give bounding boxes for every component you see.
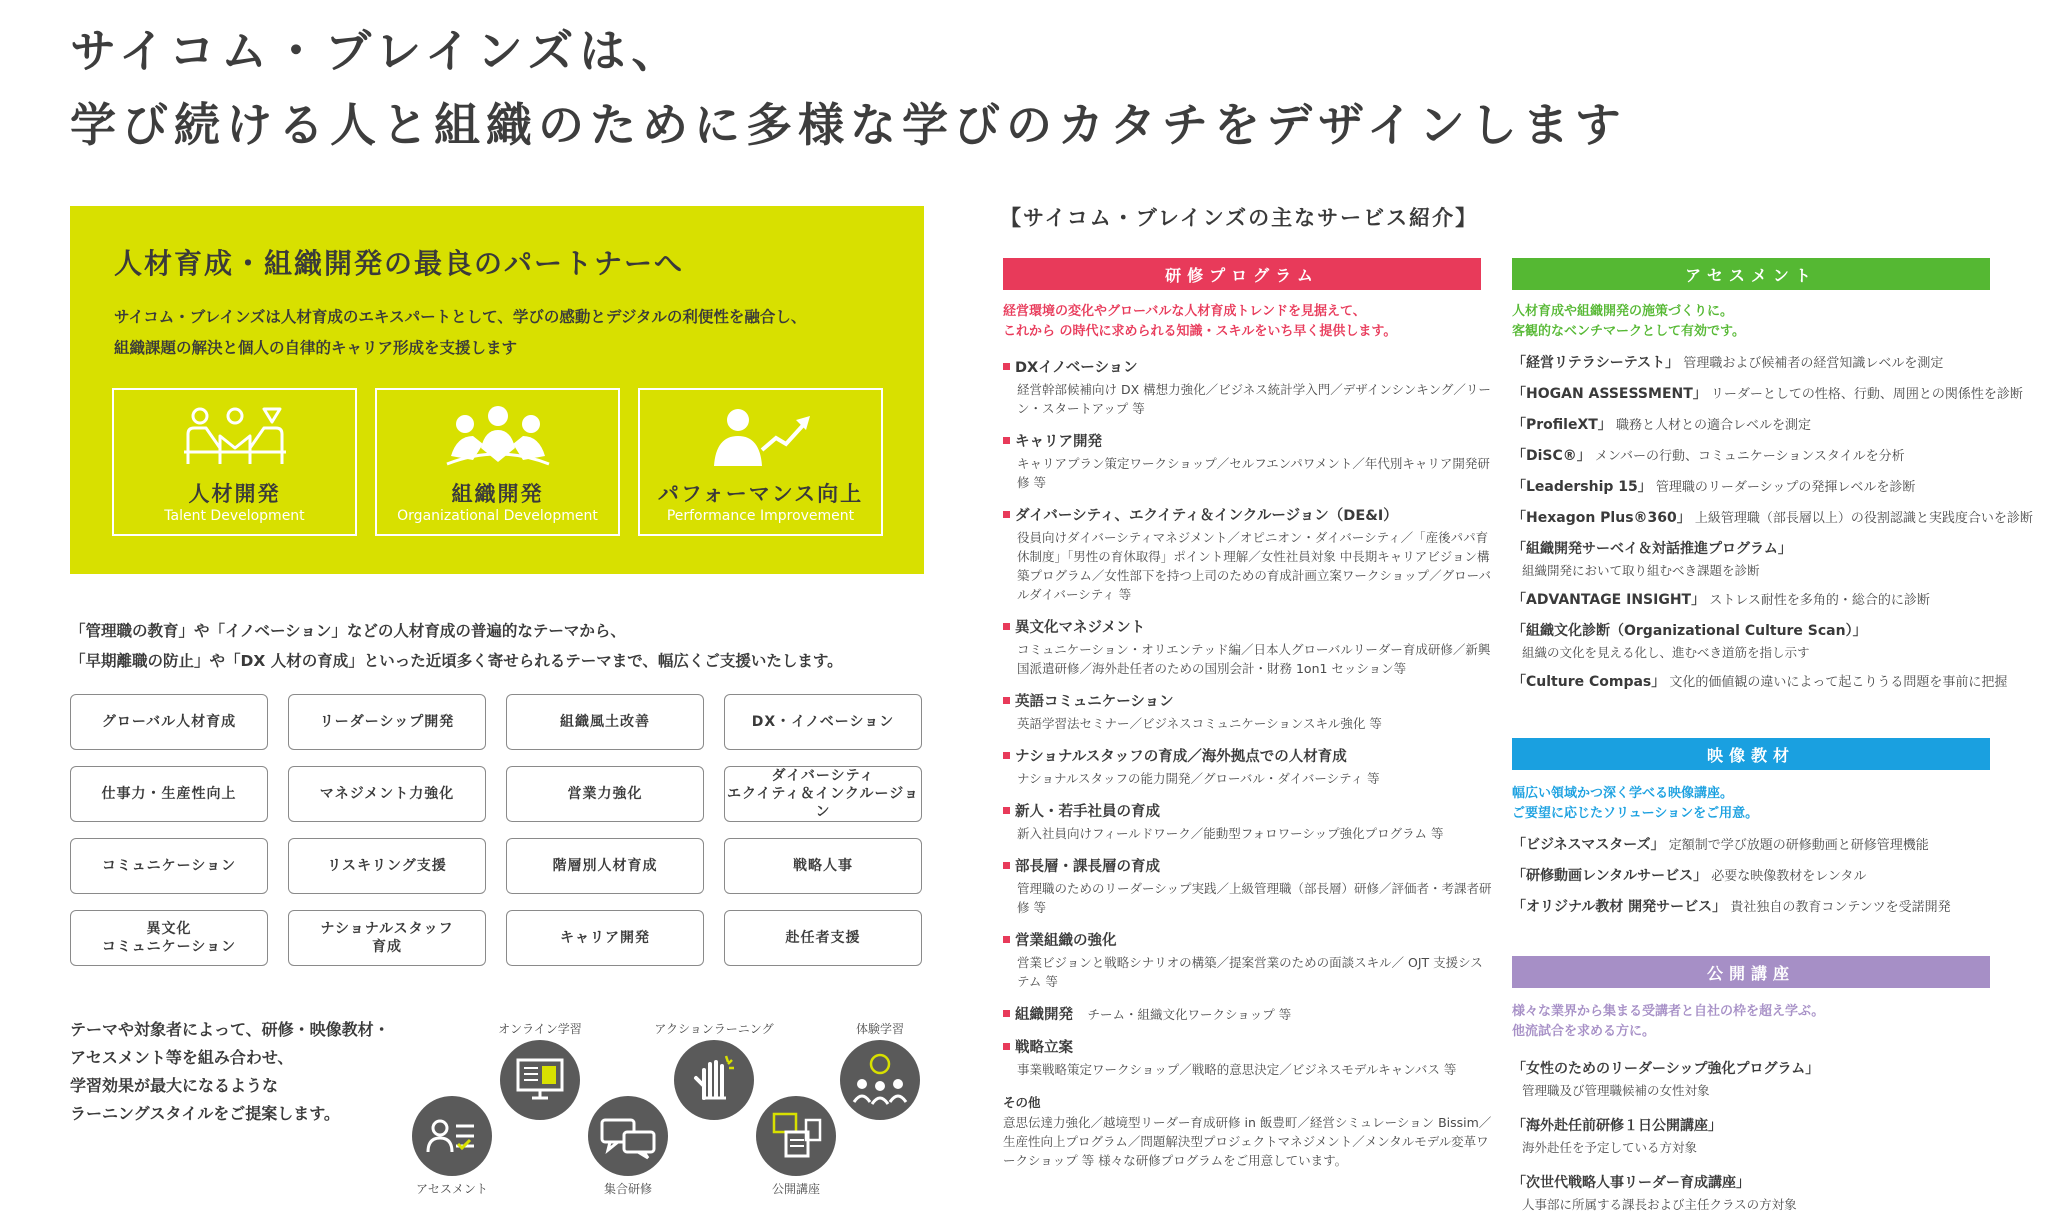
assessment-circle: [412, 1096, 492, 1176]
lime-body-line2: 組織課題の解決と個人の自律的キャリア形成を支援します: [114, 339, 518, 357]
program-desc: ナショナルスタッフの能力開発／グローバル・ダイバーシティ 等: [1017, 771, 1380, 786]
raised-hand-icon: [674, 1040, 754, 1120]
assessment-desc: 管理職のリーダーシップの発揮レベルを診断: [1655, 480, 1916, 495]
program-title: ダイバーシティ、エクイティ＆インクルージョン（DE&I）: [1015, 508, 1398, 524]
training-column: [1003, 302, 1493, 1170]
group-training-label: 集合研修: [603, 1182, 652, 1196]
theme-tag[interactable]: 異文化 コミュニケーション: [70, 910, 268, 966]
assessment-item: [1512, 478, 1992, 497]
card-talent-development: [112, 388, 357, 536]
card-jp: パフォーマンス向上: [657, 482, 864, 506]
program-item: [1003, 1036, 1493, 1079]
theme-tag[interactable]: ダイバーシティ エクイティ＆インクルージョン: [724, 766, 922, 822]
assessment-name[interactable]: 「Culture Compas」: [1512, 674, 1666, 690]
program-title: 戦略立案: [1015, 1040, 1073, 1056]
video-lead-line1: 幅広い領域かつ深く学べる映像講座。: [1512, 786, 1734, 801]
lime-panel-body: [114, 302, 904, 364]
card-performance-improvement: [638, 388, 883, 536]
theme-grid: [70, 694, 922, 966]
assessment-name[interactable]: 「Leadership 15」: [1512, 479, 1652, 495]
theme-tag[interactable]: マネジメント力強化: [288, 766, 486, 822]
assessment-item: [1512, 673, 2008, 692]
assessment-item: [1512, 591, 1992, 610]
program-item: [1003, 430, 1493, 492]
video-header: 映像教材: [1512, 738, 1990, 770]
theme-tag[interactable]: リーダーシップ開発: [288, 694, 486, 750]
theme-tag[interactable]: DX・イノベーション: [724, 694, 922, 750]
video-name[interactable]: 「ビジネスマスターズ」: [1512, 837, 1665, 853]
assessment-column: [1512, 302, 2033, 692]
bullet-square-icon: [1003, 862, 1010, 869]
program-desc: 英語学習法セミナー／ビジネスコミュニケーションスキル強化 等: [1017, 716, 1382, 731]
card-en: Performance Improvement: [666, 508, 855, 524]
program-item: [1003, 855, 1493, 917]
program-title: DXイノベーション: [1015, 360, 1138, 376]
assessment-lead: [1512, 302, 1992, 342]
theme-tag[interactable]: コミュニケーション: [70, 838, 268, 894]
assessment-item: [1512, 509, 2033, 528]
program-desc: コミュニケーション・オリエンテッド編／日本人グローバルリーダー育成研修／新興国派遣研修／海外赴任者のための国別会計・財務 1on1 セッション等: [1017, 642, 1491, 676]
headline: [70, 14, 1630, 162]
training-lead-line2: これから の時代に求められる知識・スキルをいち早く提供します。: [1003, 324, 1397, 339]
program-item: [1003, 616, 1493, 678]
program-desc: 管理職のためのリーダーシップ実践／上級管理職（部長層）研修／評価者・考課者研修 等: [1017, 881, 1492, 915]
program-desc: チーム・組織文化ワークショップ 等: [1087, 1007, 1292, 1022]
public-course-desc: 海外赴任を予定している方対象: [1522, 1140, 1698, 1155]
team-people-icon: [180, 404, 290, 474]
program-desc: 事業戦略策定ワークショップ／戦略的意思決定／ビジネスモデルキャンバス 等: [1017, 1062, 1457, 1077]
theme-tag[interactable]: 営業力強化: [506, 766, 704, 822]
assessment-name[interactable]: 「組織文化診断（Organizational Culture Scan）」: [1512, 623, 1867, 639]
theme-tag[interactable]: 赴任者支援: [724, 910, 922, 966]
headline-line1: サイコム・ブレインズは、: [70, 24, 684, 78]
assessment-desc: 文化的価値観の違いによって起こりうる問題を事前に把握: [1669, 675, 2008, 690]
themes-intro-line2: 「早期離職の防止」や「DX 人材の育成」といった近頃多く寄せられるテーマまで、幅広くご支援いたします。: [70, 652, 843, 670]
assessment-label: アセスメント: [416, 1182, 488, 1196]
card-jp: 人材開発: [188, 482, 281, 506]
assessment-desc: 上級管理職（部長層以上）の役割認識と実践度合いを診断: [1694, 511, 2033, 526]
program-item: [1003, 356, 1493, 418]
other-title: その他: [1003, 1095, 1041, 1110]
assessment-name[interactable]: 「Hexagon Plus®360」: [1512, 510, 1691, 526]
person-checklist-icon: [412, 1096, 492, 1176]
public-course-name[interactable]: 「海外赴任前研修１日公開講座」: [1512, 1118, 1722, 1134]
suggest-line4: ラーニングスタイルをご提案します。: [70, 1104, 340, 1123]
video-item: [1512, 836, 1992, 855]
public-lead: [1512, 1002, 1992, 1042]
program-title: 部長層・課長層の育成: [1015, 859, 1160, 875]
program-item: [1003, 504, 1493, 604]
bullet-square-icon: [1003, 363, 1010, 370]
group-connection-icon: [443, 404, 553, 474]
bullet-square-icon: [1003, 697, 1010, 704]
speech-bubbles-icon: [588, 1096, 668, 1176]
theme-tag[interactable]: 階層別人材育成: [506, 838, 704, 894]
bullet-square-icon: [1003, 437, 1010, 444]
card-organizational-development: [375, 388, 620, 536]
headline-line2: 学び続ける人と組織のために多様な学びのカタチをデザインします: [70, 98, 1627, 152]
assessment-lead-line1: 人材育成や組織開発の施策づくりに。: [1512, 304, 1734, 319]
video-lead: [1512, 784, 1992, 824]
program-item: [1003, 929, 1493, 991]
video-name[interactable]: 「オリジナル教材 開発サービス」: [1512, 899, 1727, 915]
assessment-name[interactable]: 「ADVANTAGE INSIGHT」: [1512, 592, 1706, 608]
training-lead: [1003, 302, 1493, 342]
lime-panel-title: 人材育成・組織開発の最良のパートナーへ: [114, 247, 685, 280]
program-desc: 経営幹部候補向け DX 構想力強化／ビジネス統計学入門／デザインシンキング／リーン・スタートアップ 等: [1017, 382, 1491, 416]
video-item: [1512, 867, 1992, 886]
theme-tag[interactable]: グローバル人材育成: [70, 694, 268, 750]
public-column: [1512, 1002, 1992, 1213]
video-name[interactable]: 「研修動画レンタルサービス」: [1512, 868, 1708, 884]
online-label: オンライン学習: [498, 1022, 582, 1036]
bullet-square-icon: [1003, 511, 1010, 518]
public-lead-line2: 他流試合を求める方に。: [1512, 1024, 1656, 1039]
program-title: キャリア開発: [1015, 434, 1102, 450]
group-idea-icon: [840, 1040, 920, 1120]
services-title: 【サイコム・ブレインズの主なサービス紹介】: [1000, 206, 1479, 230]
theme-tag[interactable]: 仕事力・生産性向上: [70, 766, 268, 822]
learning-style-text: [70, 1016, 430, 1128]
bullet-square-icon: [1003, 1010, 1010, 1017]
card-en: Organizational Development: [397, 508, 598, 524]
bullet-square-icon: [1003, 936, 1010, 943]
assessment-item: [1512, 622, 1992, 641]
experiential-learning-circle: [840, 1040, 920, 1120]
themes-intro-line1: 「管理職の教育」や「イノベーション」などの人材育成の普遍的なテーマから、: [70, 622, 626, 640]
bullet-square-icon: [1003, 623, 1010, 630]
action-learning-circle: [674, 1040, 754, 1120]
theme-tag[interactable]: リスキリング支援: [288, 838, 486, 894]
theme-tag[interactable]: 組織風土改善: [506, 694, 704, 750]
assessment-name[interactable]: 「DiSC®」: [1512, 448, 1591, 464]
public-course-label: 公開講座: [771, 1182, 820, 1196]
public-course-circle: [756, 1096, 836, 1176]
video-desc: 必要な映像教材をレンタル: [1711, 869, 1867, 884]
assessment-item: [1512, 416, 1992, 435]
public-course-desc: 管理職及び管理職候補の女性対象: [1522, 1083, 1710, 1098]
growth-arrow-icon: [706, 404, 816, 474]
lime-body-line1: サイコム・ブレインズは人材育成のエキスパートとして、学びの感動とデジタルの利便性を融合し、: [114, 308, 807, 326]
suggest-line1: テーマや対象者によって、研修・映像教材・: [70, 1020, 390, 1039]
program-item: [1003, 745, 1493, 788]
program-title: 新人・若手社員の育成: [1015, 804, 1160, 820]
assessment-sub: 組織開発において取り組むべき課題を診断: [1522, 563, 1760, 578]
assessment-sub: 組織の文化を見える化し、進むべき道筋を指し示す: [1522, 645, 1810, 660]
lime-panel: [70, 206, 924, 574]
themes-intro: [70, 616, 930, 676]
program-desc: 新入社員向けフィールドワーク／能動型フォロワーシップ強化プログラム 等: [1017, 826, 1444, 841]
assessment-header: アセスメント: [1512, 258, 1990, 290]
assessment-name[interactable]: 「組織開発サーベイ＆対話推進プログラム」: [1512, 541, 1792, 557]
group-training-circle: [588, 1096, 668, 1176]
video-desc: 定額制で学び放題の研修動画と研修管理機能: [1668, 838, 1929, 853]
program-title: 営業組織の強化: [1015, 933, 1117, 949]
public-course-desc: 人事部に所属する課長および主任クラスの方対象: [1522, 1197, 1797, 1212]
experience-label: 体験学習: [855, 1022, 904, 1036]
public-course-name[interactable]: 「次世代戦略人事リーダー育成講座」: [1512, 1175, 1750, 1191]
assessment-desc: 管理職および候補者の経営知識レベルを測定: [1683, 356, 1944, 371]
theme-tag[interactable]: 戦略人事: [724, 838, 922, 894]
bullet-square-icon: [1003, 1043, 1010, 1050]
bullet-square-icon: [1003, 752, 1010, 759]
program-title: ナショナルスタッフの育成／海外拠点での人材育成: [1015, 749, 1347, 765]
assessment-name[interactable]: 「経営リテラシーテスト」: [1512, 355, 1680, 371]
documents-icon: [756, 1096, 836, 1176]
video-lead-line2: ご要望に応じたソリューションをご用意。: [1512, 806, 1759, 821]
public-header: 公開講座: [1512, 956, 1990, 988]
assessment-desc: ストレス耐性を多角的・総合的に診断: [1709, 593, 1930, 608]
video-desc: 貴社独自の教育コンテンツを受諾開発: [1730, 900, 1951, 915]
video-item: [1512, 898, 1992, 917]
lime-cards: [112, 388, 883, 536]
assessment-item: [1512, 540, 1992, 559]
program-desc: キャリアプラン策定ワークショップ／セルフエンパワメント／年代別キャリア開発研修 等: [1017, 456, 1490, 490]
program-desc: 営業ビジョンと戦略シナリオの構築／提案営業のための面談スキル／ OJT 支援システム 等: [1017, 955, 1483, 989]
theme-tag[interactable]: キャリア開発: [506, 910, 704, 966]
video-column: [1512, 784, 1992, 917]
assessment-item: [1512, 447, 1992, 466]
program-title: 英語コミュニケーション: [1015, 694, 1174, 710]
program-title: 組織開発: [1015, 1007, 1073, 1023]
assessment-item: [1512, 385, 2023, 404]
assessment-desc: 職務と人材との適合レベルを測定: [1615, 418, 1811, 433]
program-title: 異文化マネジメント: [1015, 620, 1146, 636]
suggest-line2: アセスメント等を組み合わせ、: [70, 1048, 294, 1067]
assessment-name[interactable]: 「ProfileXT」: [1512, 417, 1612, 433]
bullet-square-icon: [1003, 807, 1010, 814]
card-en: Talent Development: [164, 508, 305, 524]
training-header: 研修プログラム: [1003, 258, 1481, 290]
action-label: アクションラーニング: [654, 1022, 774, 1036]
theme-tag[interactable]: ナショナルスタッフ 育成: [288, 910, 486, 966]
assessment-name[interactable]: 「HOGAN ASSESSMENT」: [1512, 386, 1707, 402]
program-desc: 役員向けダイバーシティマネジメント／オピニオン・ダイバーシティ／「産後パパ育休制度」「男性の育休取得」ポイント理解／女性社員対象 中長期キャリアビジョン構築プログラム／女性部下を持つ上司のための育成計画立案ワークショップ／グローバルダイバーシティ 等: [1017, 530, 1492, 602]
online-learning-circle: [500, 1040, 580, 1120]
card-jp: 組織開発: [451, 482, 544, 506]
other-desc: 意思伝達力強化／越境型リーダー育成研修 in 飯豊町／経営シミュレーション Bissim／生産性向上プログラム／問題解決型プロジェクトマネジメント／メンタルモデル変革ワークショップ 等 様々な研修プログラムをご用意しています。: [1003, 1115, 1492, 1168]
public-course-name[interactable]: 「女性のためのリーダーシップ強化プログラム」: [1512, 1061, 1820, 1077]
program-item: [1003, 690, 1493, 733]
monitor-icon: [500, 1040, 580, 1120]
program-item: [1003, 800, 1493, 843]
assessment-item: [1512, 354, 1992, 373]
program-item: [1003, 1003, 1493, 1024]
assessment-desc: リーダーとしての性格、行動、周囲との関係性を診断: [1710, 387, 2023, 402]
assessment-desc: メンバーの行動、コミュニケーションスタイルを分析: [1594, 449, 1905, 464]
public-lead-line1: 様々な業界から集まる受講者と自社の枠を超え学ぶ。: [1512, 1004, 1825, 1019]
assessment-lead-line2: 客観的なベンチマークとして有効です。: [1512, 324, 1745, 339]
training-lead-line1: 経営環境の変化やグローバルな人材育成トレンドを見据えて、: [1003, 304, 1366, 319]
suggest-line3: 学習効果が最大になるような: [70, 1076, 279, 1095]
